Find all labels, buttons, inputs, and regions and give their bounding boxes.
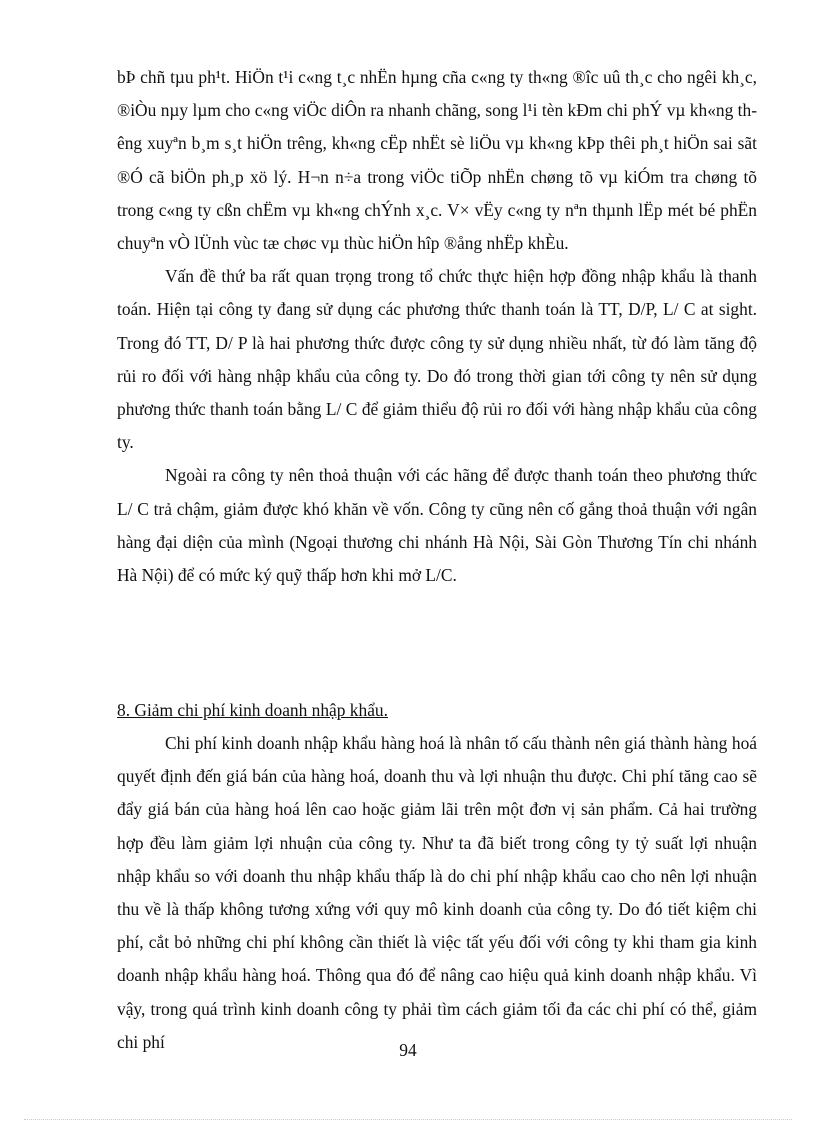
page-bottom-divider [24, 1119, 792, 1120]
page-number: 94 [399, 1040, 417, 1060]
body-text-top [117, 61, 757, 592]
paragraph-payment-methods: Vấn đề thứ ba rất quan trọng trong tổ chức thực hiện hợp đồng nhập khẩu là thanh toán. Hiện tại công ty đang sử dụng các phương thức thanh toán là TT, D/P, L/ C at sight. Trong đó TT, D/ P là hai phương thức được công ty sử dụng nhiều nhất, từ đó làm tăng độ rủi ro đối với hàng nhập khẩu của công ty. Do đó trong thời gian tới công ty nên sử dụng phương thức thanh toán bằng L/ C để giảm thiểu độ rủi ro đối với hàng nhập khẩu của công ty. [117, 266, 757, 453]
section-heading: 8. Giảm chi phí kinh doanh nhập khẩu. [117, 700, 388, 720]
paragraph-deferred-lc: Ngoài ra công ty nên thoả thuận với các hãng để được thanh toán theo phương thức L/ C trả chậm, giảm được khó khăn về vốn. Công ty cũng nên cố gắng thoả thuận với ngân hàng đại diện của mình (Ngoại thương chi nhánh Hà Nội, Sài Gòn Thương Tín chi nhánh Hà Nội) để có mức ký quỹ thấp hơn khi mở L/C. [117, 465, 757, 586]
body-text-bottom [117, 727, 757, 1059]
paragraph-receiving-goods: bÞ chñ tµu ph¹t. HiÖn t¹i c«ng t¸c nhËn hµng cña c«ng ty th«ng ®îc uû th¸c cho ngêi kh¸c, ®iÒu nµy lµm cho c«ng viÖc diÔn ra nhanh chãng, song l¹i tèn kÐm chi phÝ vµ kh«ng thêng xuyªn b¸m s¸t hiÖn trêng, kh«ng cËp nhËt sè liÖu vµ kh«ng kÞp thêi ph¸t hiÖn sai sãt ®Ó cã biÖn ph¸p xö lý. H¬n n÷a trong viÖc tiÕp nhËn chøng tõ vµ kiÓm tra chøng tõ trong c«ng ty cßn chËm vµ kh«ng chÝnh x¸c. V× vËy c«ng ty nªn thµnh lËp mét bé phËn chuyªn vÒ lÜnh vùc tæ chøc vµ thùc hiÖn hîp ®ång nhËp khÈu. [117, 67, 757, 254]
paragraph-reduce-costs: Chi phí kinh doanh nhập khẩu hàng hoá là nhân tố cấu thành nên giá thành hàng hoá quyết định đến giá bán của hàng hoá, doanh thu và lợi nhuận thu được. Chi phí tăng cao sẽ đẩy giá bán của hàng hoá lên cao hoặc giảm lãi trên một đơn vị sản phẩm. Cả hai trường hợp đều làm giảm lợi nhuận của công ty. Như ta đã biết trong công ty tỷ suất lợi nhuận nhập khẩu so với doanh thu nhập khẩu thấp là do chi phí nhập khẩu cao cho nên lợi nhuận thu về là thấp không tương xứng với quy mô kinh doanh của công ty. Do đó tiết kiệm chi phí, cắt bỏ những chi phí không cần thiết là việc tất yếu đối với công ty khi tham gia kinh doanh nhập khẩu hàng hoá. Thông qua đó để nâng cao hiệu quả kinh doanh nhập khẩu. Vì vậy, trong quá trình kinh doanh công ty phải tìm cách giảm tối đa các chi phí có thể, giảm chi phí [117, 733, 757, 1052]
